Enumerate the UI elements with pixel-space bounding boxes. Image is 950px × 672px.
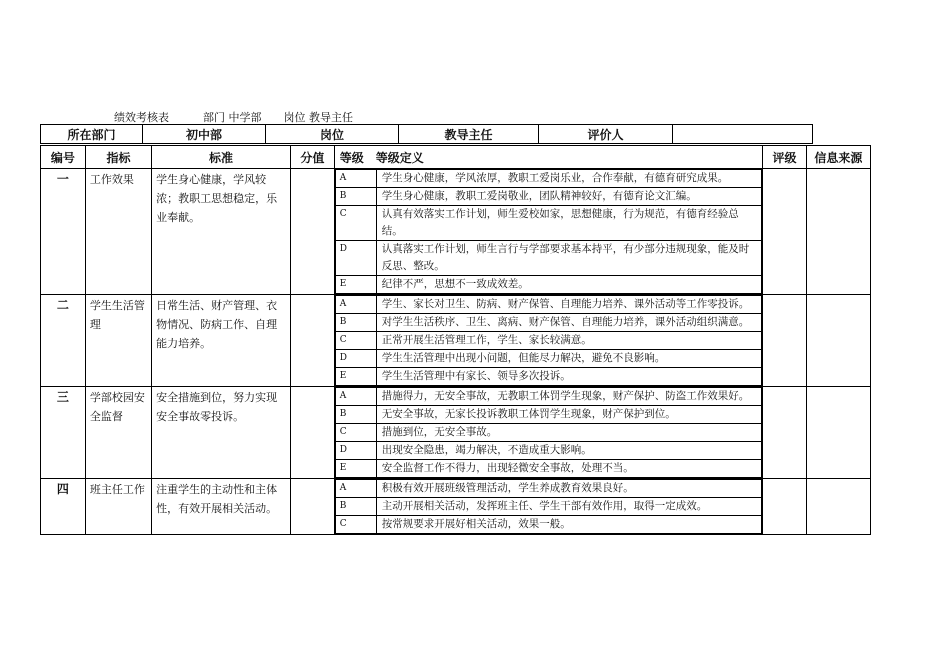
level-row xyxy=(335,442,761,460)
evaluator-field[interactable] xyxy=(673,125,813,144)
section-standard: 学生身心健康，学风较浓；教职工思想稳定，乐业奉献。 xyxy=(152,169,291,295)
source-cell[interactable] xyxy=(806,387,870,479)
col-standard: 标准 xyxy=(152,146,291,169)
rating-cell[interactable] xyxy=(763,479,807,535)
level-row xyxy=(335,460,761,478)
grade-definition: 学生身心健康，学风浓厚，教职工爱岗乐业，合作奉献，有德育研究成果。 xyxy=(376,170,761,188)
form-caption xyxy=(40,109,353,125)
section-number: 四 xyxy=(41,479,86,535)
level-row xyxy=(335,170,761,188)
level-row xyxy=(335,296,761,314)
col-score: 分值 xyxy=(290,146,334,169)
rating-cell[interactable] xyxy=(763,295,807,387)
level-row xyxy=(335,350,761,368)
caption-dept: 部门 中学部 xyxy=(203,111,262,124)
col-indicator: 指标 xyxy=(85,146,151,169)
col-grade: 等级 xyxy=(339,150,364,165)
form-title: 绩效考核表 xyxy=(114,111,169,124)
grade-letter: C xyxy=(335,332,376,350)
grade-letter: E xyxy=(335,276,376,294)
grade-levels xyxy=(334,479,762,535)
grade-definition: 主动开展相关活动，发挥班主任、学生干部有效作用，取得一定成效。 xyxy=(376,498,761,516)
section-standard: 日常生活、财产管理、衣物情况、防病工作、自理能力培养。 xyxy=(152,295,291,387)
col-source: 信息来源 xyxy=(806,146,870,169)
grade-definition: 认真落实工作计划，师生言行与学部要求基本持平，有少部分违规现象，能及时反思、整改。 xyxy=(376,241,761,276)
table-row xyxy=(41,295,871,387)
score-cell[interactable] xyxy=(290,169,334,295)
section-standard: 注重学生的主动性和主体性，有效开展相关活动。 xyxy=(152,479,291,535)
source-cell[interactable] xyxy=(806,295,870,387)
grade-levels xyxy=(334,169,762,295)
level-row xyxy=(335,480,761,498)
section-indicator: 学部校园安全监督 xyxy=(85,387,151,479)
grade-letter: D xyxy=(335,350,376,368)
level-row xyxy=(335,498,761,516)
grade-definition: 措施得力，无安全事故，无教职工体罚学生现象，财产保护、防盗工作效果好。 xyxy=(376,388,761,406)
dept-label: 所在部门 xyxy=(41,125,143,144)
section-number: 二 xyxy=(41,295,86,387)
grade-letter: B xyxy=(335,188,376,206)
table-row xyxy=(41,169,871,295)
grade-definition: 学生身心健康，教职工爱岗敬业，团队精神较好，有德育论文汇编。 xyxy=(376,188,761,206)
level-row xyxy=(335,516,761,534)
grade-definition: 安全监督工作不得力，出现轻微安全事故，处理不当。 xyxy=(376,460,761,478)
table-row xyxy=(41,387,871,479)
level-row xyxy=(335,424,761,442)
post-value: 教导主任 xyxy=(399,125,539,144)
grade-letter: C xyxy=(335,424,376,442)
grade-definition: 无安全事故，无家长投诉教职工体罚学生现象，财产保护到位。 xyxy=(376,406,761,424)
grade-letter: E xyxy=(335,368,376,386)
grade-definition: 出现安全隐患，竭力解决，不造成重大影响。 xyxy=(376,442,761,460)
grade-definition: 积极有效开展班级管理活动，学生养成教育效果良好。 xyxy=(376,480,761,498)
section-standard: 安全措施到位，努力实现安全事故零投诉。 xyxy=(152,387,291,479)
grade-letter: A xyxy=(335,170,376,188)
section-number: 一 xyxy=(41,169,86,295)
grade-definition: 按常规要求开展好相关活动，效果一般。 xyxy=(376,516,761,534)
rating-cell[interactable] xyxy=(763,169,807,295)
section-indicator: 工作效果 xyxy=(85,169,151,295)
score-cell[interactable] xyxy=(290,387,334,479)
score-cell[interactable] xyxy=(290,295,334,387)
caption-post: 岗位 教导主任 xyxy=(283,111,353,124)
col-number: 编号 xyxy=(41,146,86,169)
grade-letter: B xyxy=(335,406,376,424)
col-grade-definition: 等级定义 xyxy=(375,150,424,165)
grade-levels xyxy=(334,295,762,387)
grade-letter: A xyxy=(335,296,376,314)
post-label: 岗位 xyxy=(266,125,399,144)
section-number: 三 xyxy=(41,387,86,479)
section-indicator: 学生生活管理 xyxy=(85,295,151,387)
level-row xyxy=(335,206,761,241)
grade-levels xyxy=(334,387,762,479)
grade-letter: D xyxy=(335,442,376,460)
column-header-row xyxy=(41,146,871,169)
grade-letter: B xyxy=(335,498,376,516)
grade-letter: D xyxy=(335,241,376,276)
grade-definition: 对学生生活秩序、卫生、离病、财产保管、自理能力培养，课外活动组织满意。 xyxy=(376,314,761,332)
grade-letter: B xyxy=(335,314,376,332)
grade-definition: 学生生活管理中出现小问题，但能尽力解决，避免不良影响。 xyxy=(376,350,761,368)
level-row xyxy=(335,332,761,350)
level-row xyxy=(335,368,761,386)
source-cell[interactable] xyxy=(806,169,870,295)
grade-definition: 措施到位，无安全事故。 xyxy=(376,424,761,442)
table-row xyxy=(41,479,871,535)
level-row xyxy=(335,406,761,424)
level-row xyxy=(335,241,761,276)
col-rating: 评级 xyxy=(763,146,807,169)
level-row xyxy=(335,276,761,294)
rating-cell[interactable] xyxy=(763,387,807,479)
grade-definition: 认真有效落实工作计划，师生爱校如家，思想健康，行为规范，有德育经验总结。 xyxy=(376,206,761,241)
grade-letter: E xyxy=(335,460,376,478)
grade-letter: C xyxy=(335,516,376,534)
grade-letter: A xyxy=(335,388,376,406)
grade-definition: 纪律不严，思想不一致成效差。 xyxy=(376,276,761,294)
source-cell[interactable] xyxy=(806,479,870,535)
grade-definition: 学生生活管理中有家长、领导多次投诉。 xyxy=(376,368,761,386)
appraisal-table xyxy=(40,145,871,535)
grade-letter: C xyxy=(335,206,376,241)
grade-definition: 学生、家长对卫生、防病、财产保管、自理能力培养、课外活动等工作零投诉。 xyxy=(376,296,761,314)
header-table xyxy=(40,124,813,144)
dept-value: 初中部 xyxy=(143,125,266,144)
level-row xyxy=(335,388,761,406)
section-indicator: 班主任工作 xyxy=(85,479,151,535)
level-row xyxy=(335,314,761,332)
level-row xyxy=(335,188,761,206)
score-cell[interactable] xyxy=(290,479,334,535)
col-grade-def xyxy=(334,146,762,169)
grade-letter: A xyxy=(335,480,376,498)
evaluator-label: 评价人 xyxy=(539,125,673,144)
grade-definition: 正常开展生活管理工作，学生、家长较满意。 xyxy=(376,332,761,350)
